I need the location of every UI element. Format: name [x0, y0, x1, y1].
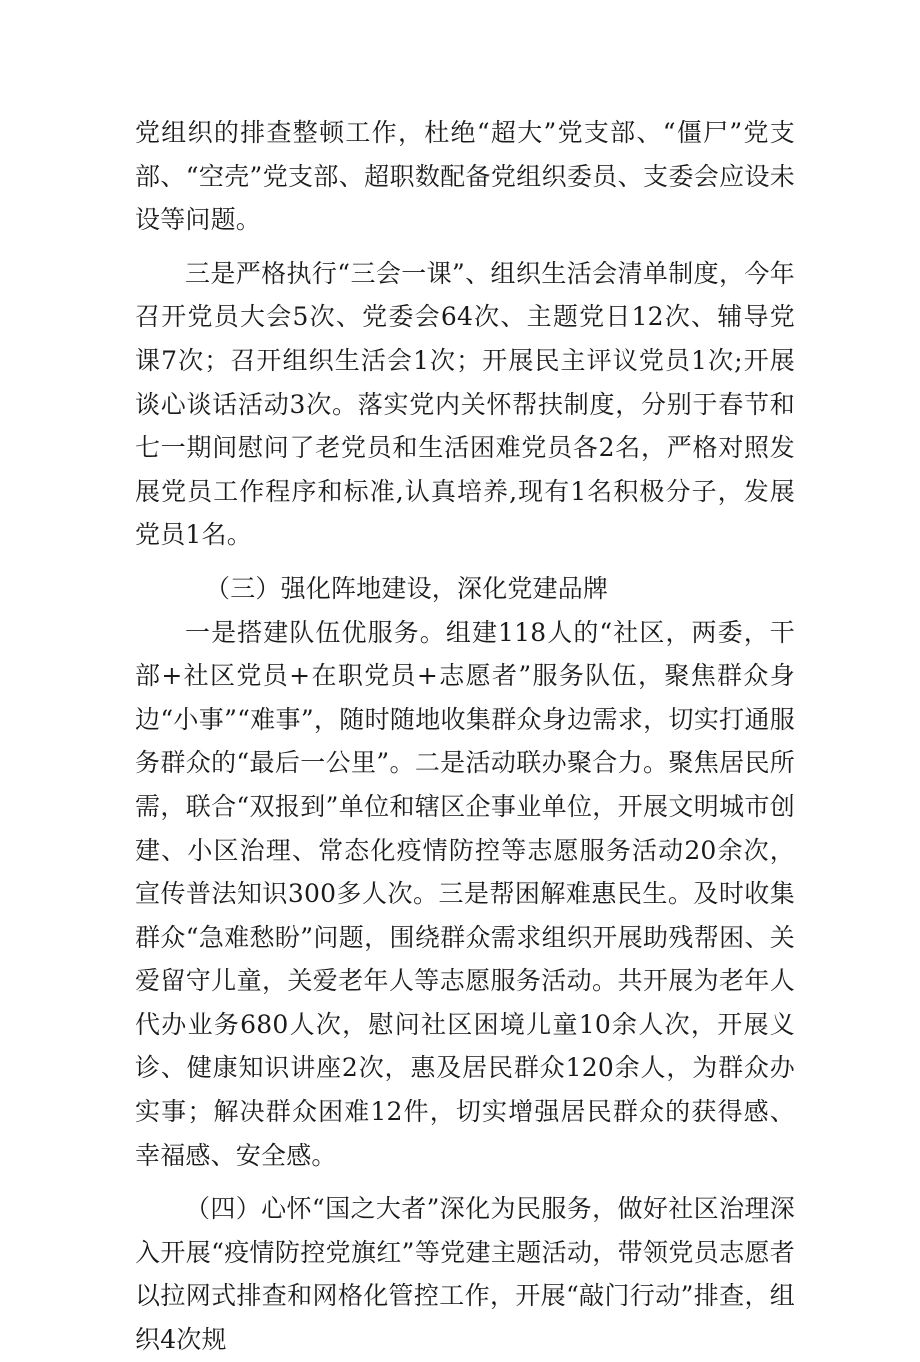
paragraph-section-four: （四）心怀“国之大者”深化为民服务，做好社区治理深入开展“疫情防控党旗红”等党建主题活动，带领党员志愿者以拉网式排查和网格化管控工作，开展“敲门行动”排查，组织4次规 [135, 1194, 795, 1355]
document-body [135, 111, 795, 1362]
paragraph-continuation: 党组织的排查整顿工作，杜绝“超大”党支部、“僵尸”党支部、“空壳”党支部、超职数配备党组织委员、支委会应设未设等问题。 [135, 118, 795, 235]
paragraph-service-team: 一是搭建队伍优服务。组建118人的“社区，两委，干部+社区党员+在职党员+志愿者”服务队伍，聚焦群众身边“小事”“难事”，随时随地收集群众身边需求，切实打通服务群众的“最后一公里”。二是活动联办聚合力。聚焦居民所需，联合“双报到”单位和辖区企事业单位，开展文明城市创建、小区治理、常态化疫情防控等志愿服务活动20余次，宣传普法知识300多人次。三是帮困解难惠民生。及时收集群众“急难愁盼”问题，围绕群众需求组织开展助残帮困、关爱留守儿童，关爱老年人等志愿服务活动。共开展为老年人代办业务680人次，慰问社区困境儿童10余人次，开展义诊、健康知识讲座2次，惠及居民群众120余人，为群众办实事；解决群众困难12件，切实增强居民群众的获得感、幸福感、安全感。 [135, 617, 795, 1170]
paragraph-three-meetings: 三是严格执行“三会一课”、组织生活会清单制度，今年召开党员大会5次、党委会64次、主题党日12次、辅导党课7次；召开组织生活会1次；开展民主评议党员1次;开展谈心谈话活动3次。落实党内关怀帮扶制度，分别于春节和七一期间慰问了老党员和生活困难党员各2名，严格对照发展党员工作程序和标准,认真培养,现有1名积极分子，发展党员1名。 [135, 258, 795, 550]
section-heading-three: （三）强化阵地建设，深化党建品牌 [205, 573, 609, 603]
